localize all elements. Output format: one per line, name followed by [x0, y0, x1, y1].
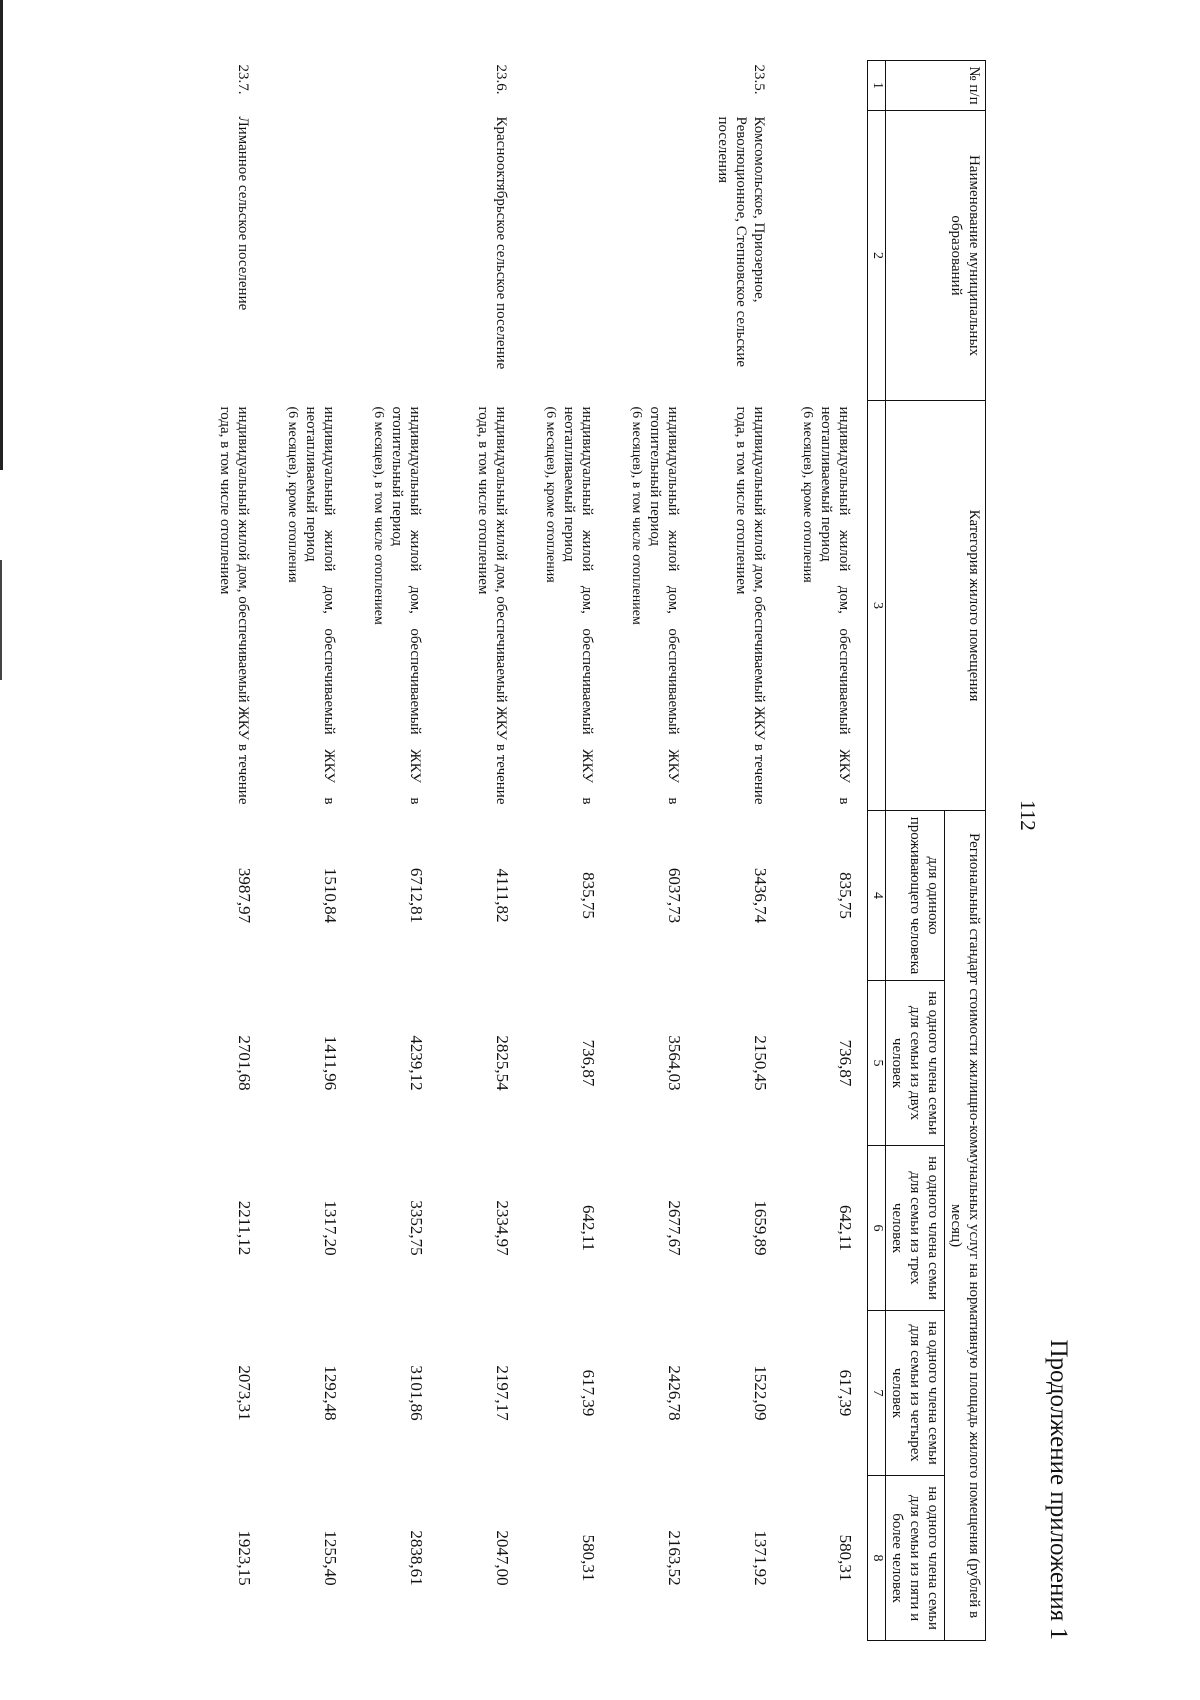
row-number: 23.5.	[750, 64, 767, 95]
value-single-person: 3987,97	[234, 867, 254, 924]
table-row	[266, 61, 352, 1641]
header-municipality-name: Наименование муниципальных образований	[886, 111, 986, 401]
value-family-of-five-plus: 2838,61	[406, 1530, 426, 1586]
value-single-person: 6712,81	[406, 867, 426, 924]
row-number	[266, 61, 352, 111]
row-number	[782, 61, 868, 111]
value-family-of-three: 2334,97	[492, 1200, 512, 1256]
value-family-of-two: 2701,68	[234, 1035, 254, 1091]
municipality-name	[266, 111, 352, 401]
housing-category: индивидуальный жилой дом, обеспечиваемый ЖКУ в отопительный период	[646, 406, 681, 805]
row-number: 23.6.	[492, 64, 509, 95]
value-family-of-three: 3352,75	[406, 1200, 426, 1256]
value-family-of-three: 2677,67	[664, 1200, 684, 1256]
value-family-of-five-plus: 580,31	[836, 1534, 856, 1582]
housing-category: индивидуальный жилой дом, обеспечиваемый ЖКУ в неотапливаемый период	[818, 406, 853, 805]
column-number: 4	[868, 811, 886, 981]
column-number: 2	[868, 111, 886, 401]
value-family-of-four: 617,39	[836, 1369, 856, 1417]
housing-category-cell	[180, 401, 266, 811]
value-family-of-two: 736,87	[836, 1039, 856, 1087]
row-number	[524, 61, 610, 111]
scan-edge-line	[0, 0, 3, 470]
table-row	[610, 61, 696, 1641]
housing-category-note: (6 месяцев), кроме отопления	[542, 406, 558, 583]
header-housing-category: Категория жилого помещения	[886, 401, 986, 811]
value-family-of-three: 642,11	[578, 1204, 598, 1252]
housing-category-note: (6 месяцев), в том числе отоплением	[628, 406, 644, 625]
column-number: 5	[868, 981, 886, 1146]
value-family-of-two: 3564,03	[664, 1035, 684, 1091]
value-family-of-four: 2073,31	[234, 1365, 254, 1421]
table-row	[438, 61, 524, 1641]
value-family-of-four: 1522,09	[750, 1365, 770, 1421]
value-family-of-two: 736,87	[578, 1039, 598, 1087]
column-number: 3	[868, 401, 886, 811]
value-family-of-three: 1659,89	[750, 1200, 770, 1256]
value-family-of-four: 2426,78	[664, 1365, 684, 1421]
housing-category: индивидуальный жилой дом, обеспечиваемый ЖКУ в неотапливаемый период	[560, 406, 595, 805]
appendix-caption: Продолжение приложения 1	[1045, 1339, 1072, 1640]
value-family-of-two: 2825,54	[492, 1035, 512, 1091]
value-family-of-two: 2150,45	[750, 1035, 770, 1091]
rotated-document-page	[168, 60, 1078, 1640]
scan-edge-line	[0, 560, 2, 680]
housing-category-note: (6 месяцев), в том числе отоплением	[370, 406, 386, 625]
municipality-name: Лиманное сельское поселение	[234, 116, 251, 311]
value-single-person: 835,75	[836, 872, 856, 919]
housing-category-cell	[438, 401, 524, 811]
value-family-of-two: 1411,96	[320, 1035, 340, 1091]
value-family-of-three: 2211,12	[234, 1200, 254, 1256]
housing-category-cell	[524, 401, 610, 811]
table-row	[782, 61, 868, 1641]
value-family-of-three: 1317,20	[320, 1200, 340, 1256]
header-family-of-four: на одного члена семьи для семьи из четырех человек	[886, 1311, 945, 1476]
value-single-person: 6037,73	[664, 867, 684, 924]
table-row	[352, 61, 438, 1641]
row-number	[352, 61, 438, 111]
header-regional-standard-group: Региональный стандарт стоимости жилищно-коммунальных услуг на нормативную площадь жилого помещения (рублей в месяц)	[945, 811, 986, 1641]
value-single-person: 3436,74	[750, 867, 770, 924]
value-family-of-four: 3101,86	[406, 1365, 426, 1421]
value-family-of-four: 1292,48	[320, 1365, 340, 1421]
table-row	[524, 61, 610, 1641]
housing-category-note: (6 месяцев), кроме отопления	[800, 406, 816, 583]
value-family-of-five-plus: 2163,52	[664, 1530, 684, 1586]
municipality-name	[610, 111, 696, 401]
housing-category-cell	[266, 401, 352, 811]
header-num: № п/п	[886, 61, 986, 111]
column-number: 1	[868, 61, 886, 111]
value-family-of-four: 617,39	[578, 1369, 598, 1417]
housing-category-note: (6 месяцев), кроме отопления	[284, 406, 300, 583]
housing-cost-standard-table	[180, 60, 986, 1641]
municipality-name	[352, 111, 438, 401]
value-single-person: 4111,82	[492, 868, 512, 923]
value-single-person: 1510,84	[320, 867, 340, 924]
header-single-person: для одиноко проживающего человека	[886, 811, 945, 981]
page-number: 112	[1016, 800, 1040, 831]
housing-category: индивидуальный жилой дом, обеспечиваемый ЖКУ в течение года, в том числе отоплением	[732, 406, 767, 805]
value-family-of-two: 4239,12	[406, 1035, 426, 1091]
housing-category-cell	[782, 401, 868, 811]
column-number: 8	[868, 1476, 886, 1641]
value-family-of-five-plus: 2047,00	[492, 1530, 512, 1586]
housing-category-cell	[610, 401, 696, 811]
value-family-of-five-plus: 1923,15	[234, 1530, 254, 1586]
municipality-name	[782, 111, 868, 401]
housing-category: индивидуальный жилой дом, обеспечиваемый ЖКУ в течение года, в том числе отоплением	[216, 406, 251, 805]
municipality-name: Комсомольское, Приозерное, Революционное, Степновское сельские поселения	[714, 116, 767, 368]
value-family-of-four: 2197,17	[492, 1365, 512, 1421]
header-family-of-two: на одного члена семьи для семьи из двух человек	[886, 981, 945, 1146]
value-family-of-five-plus: 580,31	[578, 1534, 598, 1582]
header-family-of-three: на одного члена семьи для семьи из трех человек	[886, 1146, 945, 1311]
table-row	[180, 61, 266, 1641]
value-family-of-five-plus: 1371,92	[750, 1530, 770, 1586]
housing-category-cell	[696, 401, 782, 811]
column-number: 6	[868, 1146, 886, 1311]
housing-category: индивидуальный жилой дом, обеспечиваемый ЖКУ в неотапливаемый период	[302, 406, 337, 805]
municipality-name	[524, 111, 610, 401]
table-row	[696, 61, 782, 1641]
housing-category-cell	[352, 401, 438, 811]
column-number: 7	[868, 1311, 886, 1476]
housing-category: индивидуальный жилой дом, обеспечиваемый ЖКУ в течение года, в том числе отоплением	[474, 406, 509, 805]
value-single-person: 835,75	[578, 872, 598, 919]
row-number	[610, 61, 696, 111]
municipality-name: Краснооктябрьское сельское поселение	[492, 116, 509, 370]
value-family-of-three: 642,11	[836, 1204, 856, 1252]
housing-category: индивидуальный жилой дом, обеспечиваемый ЖКУ в отопительный период	[388, 406, 423, 805]
value-family-of-five-plus: 1255,40	[320, 1530, 340, 1586]
header-family-of-five-plus: на одного члена семьи для семьи из пяти и более человек	[886, 1476, 945, 1641]
row-number: 23.7.	[234, 64, 251, 95]
